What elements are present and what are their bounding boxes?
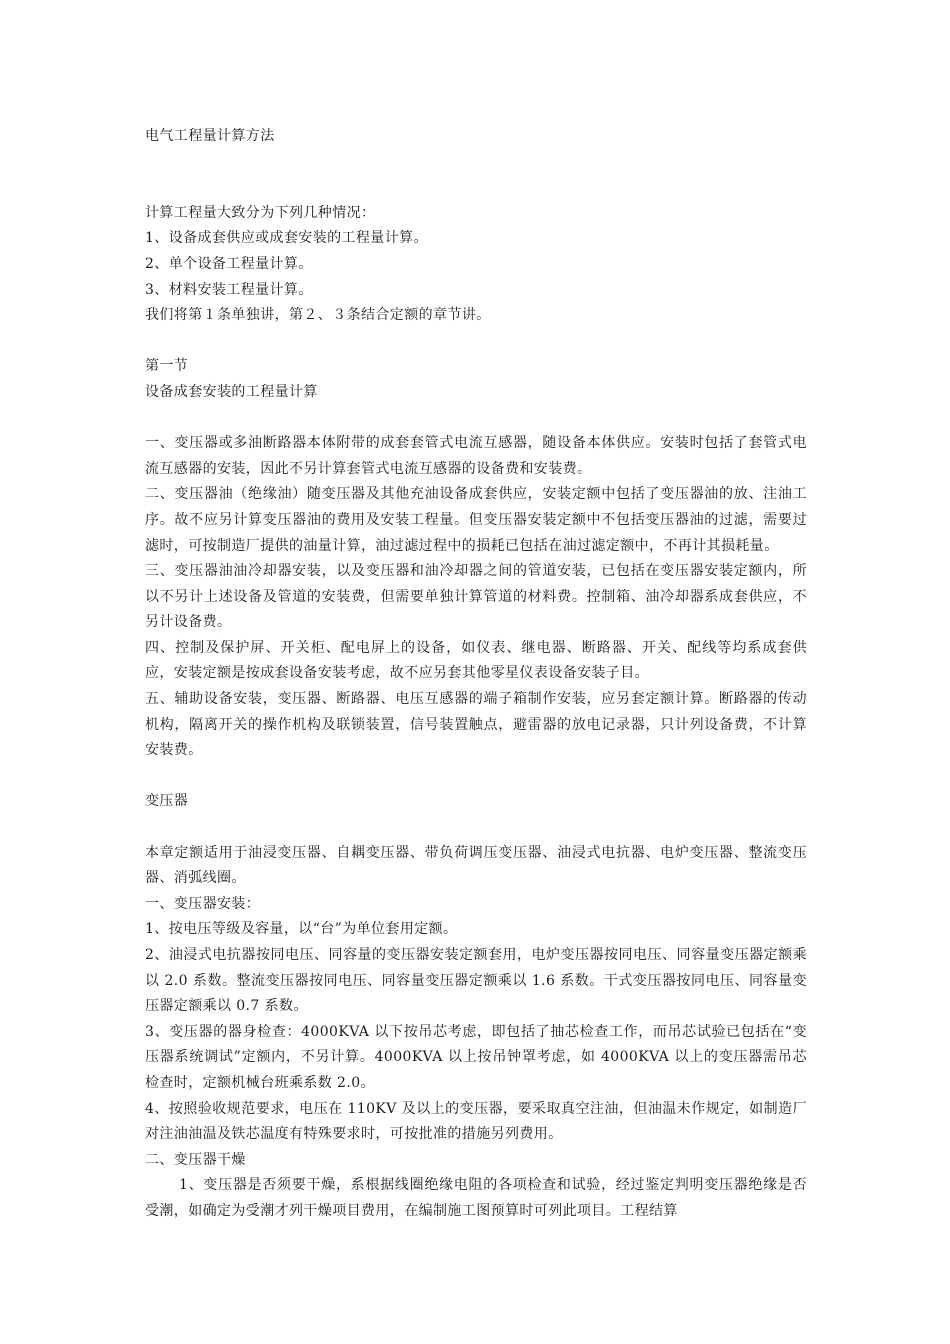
install-item: 4、按照验收规范要求，电压在 110KV 及以上的变压器，要采取真空注油，但油温未作规定，如制造厂对注油油温及铁芯温度有特殊要求时，可按批准的措施另列费用。 xyxy=(145,1100,807,1143)
intro-line: 2、单个设备工程量计算。 xyxy=(145,255,313,272)
chapter-heading: 变压器 xyxy=(145,793,189,810)
spacer xyxy=(145,329,807,355)
section-item: 四、控制及保护屏、开关柜、配电屏上的设备，如仪表、继电器、断路器、开关、配线等均系成套供应，安装定额是按成套设备安装考虑，故不应另套其他零星仪表设备安装子目。 xyxy=(145,639,807,682)
section-item: 三、变压器油油冷却器安装，以及变压器和油冷却器之间的管道安装，已包括在变压器安装定额内，所以不另计上述设备及管道的安装费，但需要单独计算管道的材料费。控制箱、油冷却器系成套供应，不另计设备费。 xyxy=(145,563,807,631)
section-heading: 设备成套安装的工程量计算 xyxy=(145,383,318,400)
spacer xyxy=(145,764,807,790)
document-title: 电气工程量计算方法 xyxy=(145,128,275,144)
drying-item: 1、变压器是否须要干燥，系根据线圈绝缘电阻的各项检查和试验，经过鉴定判明变压器绝缘是否受潮，如确定为受潮才列干燥项目费用，在编制施工图预算时可列此项目。工程结算 xyxy=(145,1177,807,1219)
document-page xyxy=(145,124,807,1225)
spacer xyxy=(145,815,807,841)
section-item: 五、辅助设备安装，变压器、断路器、电压互感器的端子箱制作安装，应另套定额计算。断路器的传动机构，隔离开关的操作机构及联锁装置，信号装置触点，避雷器的放电记录器，只计列设备费，不计算安装费。 xyxy=(145,691,807,759)
section-item: 一、变压器或多油断路器本体附带的成套套管式电流互感器，随设备本体供应。安装时包括了套管式电流互感器的安装，因此不另计算套管式电流互感器的设备费和安装费。 xyxy=(145,435,807,477)
spacer xyxy=(145,150,807,201)
section-item: 二、变压器油（绝缘油）随变压器及其他充油设备成套供应，安装定额中包括了变压器油的放、注油工序。故不应另计算变压器油的费用及安装工程量。但变压器安装定额中不包括变压器油的过滤，需要过滤时，可按制造厂提供的油量计算，油过滤过程中的损耗已包括在油过滤定额中，不再计其损耗量。 xyxy=(145,486,807,554)
section-label: 第一节 xyxy=(145,358,189,375)
intro-line: 3、材料安装工程量计算。 xyxy=(145,281,313,298)
subsection-heading: 一、变压器安装： xyxy=(145,895,261,912)
spacer xyxy=(145,406,807,432)
intro-line: 计算工程量大致分为下列几种情况： xyxy=(145,204,376,221)
chapter-scope: 本章定额适用于油浸变压器、自耦变压器、带负荷调压变压器、油浸式电抗器、电炉变压器、整流变压器、消弧线圈。 xyxy=(145,844,807,887)
install-item: 1、按电压等级及容量，以“台”为单位套用定额。 xyxy=(145,921,458,938)
intro-line: 1、设备成套供应或成套安装的工程量计算。 xyxy=(145,230,428,247)
intro-line: 我们将第１条单独讲，第２、３条结合定额的章节讲。 xyxy=(145,307,491,324)
install-item: 3、变压器的器身检查：4000KVA 以下按吊芯考虑，即包括了抽芯检查工作，而吊芯试验已包括在“变压器系统调试”定额内，不另计算。4000KVA 以上按吊钟罩考虑，如 4000KVA 以上的变压器需吊芯检查时，定额机械台班乘系数 2.0。 xyxy=(145,1023,807,1091)
subsection-heading: 二、变压器干燥 xyxy=(145,1151,246,1168)
install-item: 2、油浸式电抗器按同电压、同容量的变压器安装定额套用，电炉变压器按同电压、同容量变压器定额乘以 2.0 系数。整流变压器按同电压、同容量变压器定额乘以 1.6 系数。干式变压器按同电压、同容量变压器定额乘以 0.7 系数。 xyxy=(145,947,807,1015)
